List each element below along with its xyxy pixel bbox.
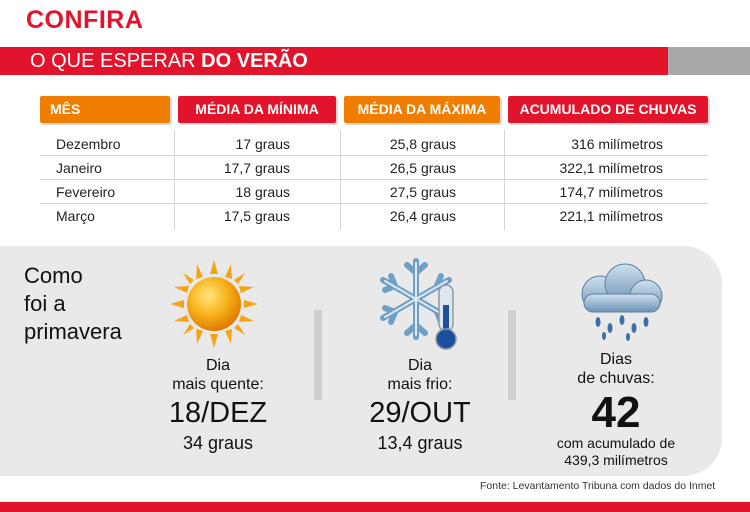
row-divider bbox=[40, 179, 708, 180]
column-divider bbox=[504, 130, 505, 230]
hottest-day-block bbox=[150, 356, 286, 454]
table-cell-month: Janeiro bbox=[56, 160, 102, 176]
coldest-label: Dia bbox=[407, 357, 432, 374]
table-cell-month: Fevereiro bbox=[56, 184, 116, 200]
rain-label: de chuvas: bbox=[577, 370, 655, 387]
footer-bar bbox=[0, 502, 750, 512]
table-cell-max: 27,5 graus bbox=[389, 184, 456, 200]
section-divider bbox=[314, 310, 322, 400]
spring-title bbox=[24, 262, 122, 346]
coldest-value: 13,4 graus bbox=[377, 433, 463, 453]
rain-detail: com acumulado de bbox=[556, 435, 676, 451]
table-cell-rain: 174,7 milímetros bbox=[559, 184, 663, 200]
table-cell-month: Dezembro bbox=[56, 136, 121, 152]
table-cell-max: 25,8 graus bbox=[389, 136, 456, 152]
table-cell-min: 17,5 graus bbox=[223, 208, 290, 224]
header-rain bbox=[508, 96, 708, 123]
row-divider bbox=[40, 155, 708, 156]
table-cell-min: 18 graus bbox=[235, 184, 290, 200]
rain-days-count: 42 bbox=[591, 388, 641, 437]
subtitle-bold: DO VERÃO bbox=[201, 50, 308, 72]
table-cell-month: Março bbox=[56, 208, 95, 224]
spring-title-line: Como bbox=[24, 263, 83, 288]
table-cell-max: 26,5 graus bbox=[389, 160, 456, 176]
rain-cloud-icon bbox=[570, 262, 670, 342]
subtitle-banner-gray bbox=[668, 47, 750, 75]
header-max-label: MÉDIA DA MÁXIMA bbox=[357, 101, 487, 117]
table-cell-max: 26,4 graus bbox=[389, 208, 456, 224]
section-divider bbox=[508, 310, 516, 400]
header-month-label: MÊS bbox=[50, 101, 81, 117]
hottest-value: 34 graus bbox=[182, 433, 254, 453]
header-max bbox=[344, 96, 500, 123]
spring-title-line: foi a bbox=[24, 291, 66, 316]
sun-icon bbox=[168, 258, 260, 350]
snowflake-thermometer-icon bbox=[376, 255, 468, 353]
table-cell-min: 17 graus bbox=[235, 136, 290, 152]
source-note: Fonte: Levantamento Tribuna com dados do Inmet bbox=[480, 480, 716, 492]
table-cell-rain: 221,1 milímetros bbox=[559, 208, 663, 224]
header-min-label: MÉDIA DA MÍNIMA bbox=[195, 101, 319, 117]
header-rain-label: ACUMULADO DE CHUVAS bbox=[519, 101, 697, 117]
hottest-label: Dia bbox=[205, 357, 230, 374]
coldest-date: 29/OUT bbox=[369, 397, 471, 429]
header-min bbox=[178, 96, 336, 123]
header-month bbox=[40, 96, 170, 123]
subtitle-normal: O QUE ESPERAR bbox=[30, 50, 202, 72]
hottest-date: 18/DEZ bbox=[168, 397, 268, 429]
rain-days-block bbox=[548, 350, 684, 469]
table-cell-rain: 322,1 milímetros bbox=[559, 160, 663, 176]
table-cell-rain: 316 milímetros bbox=[571, 136, 663, 152]
coldest-day-block bbox=[352, 356, 488, 454]
column-divider bbox=[174, 130, 175, 230]
table-cell-min: 17,7 graus bbox=[223, 160, 290, 176]
subtitle-text bbox=[30, 47, 308, 75]
rain-detail: 439,3 milímetros bbox=[564, 452, 668, 468]
hottest-label: mais quente: bbox=[172, 376, 264, 393]
page-title: CONFIRA bbox=[26, 6, 144, 34]
spring-title-line: primavera bbox=[24, 319, 122, 344]
column-divider bbox=[340, 130, 341, 230]
rain-label: Dias bbox=[599, 351, 632, 368]
coldest-label: mais frio: bbox=[387, 376, 453, 393]
row-divider bbox=[40, 203, 708, 204]
